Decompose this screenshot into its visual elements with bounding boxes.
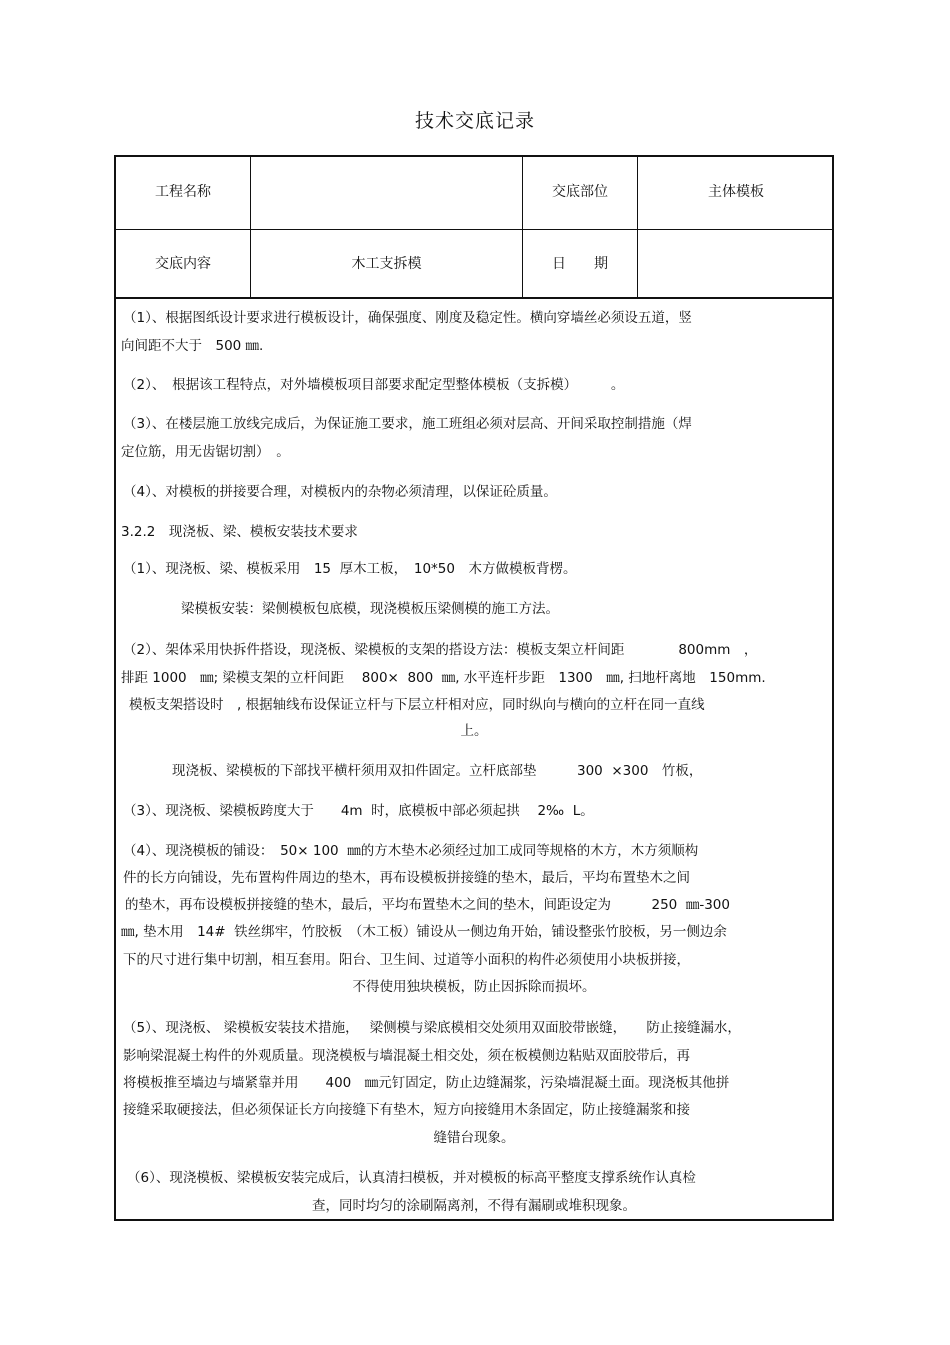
- body-line: （5）、现浇板、 梁模板安装技术措施， 梁侧模与梁底模相交处须用双面胶带嵌缝， 防止接缝漏水，: [123, 1020, 741, 1036]
- body-line: （2）、 根据该工程特点，对外墙模板项目部要求配定型整体模板（支拆模） 。: [123, 377, 625, 393]
- position-value: 主体模板: [708, 184, 764, 200]
- body-line: 梁模板安装：梁侧模板包底模，现浇模板压梁侧模的施工方法。: [181, 601, 559, 617]
- body-line: （3）、在楼层施工放线完成后，为保证施工要求，施工班组必须对层高、开间采取控制措施（焊: [123, 416, 692, 432]
- body-line: ㎜, 垫木用 14# 铁丝绑牢，竹胶板 （木工板）铺设从一侧边角开始，铺设整张竹胶板，另一侧边余: [121, 924, 727, 940]
- page-title: 技术交底记录: [414, 110, 535, 132]
- project-name-label: 工程名称: [155, 184, 211, 200]
- body-line: （1）、根据图纸设计要求进行模板设计，确保强度、刚度及稳定性。横向穿墙丝必须设五道，竖: [123, 310, 692, 326]
- disclosure-table: [114, 155, 834, 1221]
- body-line: 查，同时均匀的涂刷隔离剂，不得有漏刷或堆积现象。: [312, 1198, 636, 1214]
- content-label: 交底内容: [155, 256, 211, 272]
- position-label: 交底部位: [552, 184, 608, 200]
- body-line: 的垫木，再布设模板拼接缝的垫木，最后，平均布置垫木之间的垫木，间距设定为 250 ㎜-300: [125, 897, 730, 913]
- column-divider: [522, 157, 523, 298]
- body-line: 现浇板、梁模板的下部找平横杆须用双扣件固定。立杆底部垫 300 ×300 竹板，: [172, 763, 703, 779]
- content-value: 木工支拆模: [351, 256, 422, 272]
- body-line: 将模板推至墙边与墙紧靠并用 400 ㎜元钉固定，防止边缝漏浆，污染墙混凝土面。现浇板其他拼: [123, 1075, 730, 1091]
- column-divider: [637, 157, 638, 298]
- body-line: （1）、现浇板、梁、模板采用 15 厚木工板， 10*50 木方做模板背楞。: [123, 561, 577, 577]
- body-line: 定位筋，用无齿锯切割） 。: [121, 444, 290, 460]
- date-label: 日 期: [552, 256, 608, 272]
- body-line: 接缝采取硬接法，但必须保证长方向接缝下有垫木，短方向接缝用木条固定，防止接缝漏浆和接: [123, 1102, 690, 1118]
- column-divider: [250, 157, 251, 298]
- body-line: 向间距不大于 500 ㎜.: [121, 338, 264, 354]
- body-line: （4）、对模板的拼接要合理，对模板内的杂物必须清理，以保证砼质量。: [123, 484, 557, 500]
- row-divider: [116, 229, 832, 230]
- body-line: 件的长方向铺设，先布置构件周边的垫木，再布设模板拼接缝的垫木，最后，平均布置垫木之间: [123, 870, 690, 886]
- body-line: 影响梁混凝土构件的外观质量。现浇模板与墙混凝土相交处，须在板模侧边粘贴双面胶带后，再: [123, 1048, 690, 1064]
- body-line: 不得使用独块模板，防止因拆除而损坏。: [352, 979, 596, 995]
- body-line: 上。: [460, 723, 488, 739]
- body-line: （3）、现浇板、梁模板跨度大于 4m 时，底模板中部必须起拱 2‰ L。: [123, 803, 594, 819]
- body-line: 模板支架搭设时 , 根据轴线布设保证立杆与下层立杆相对应，同时纵向与横向的立杆在同一直线: [129, 697, 705, 713]
- body-line: 缝错台现象。: [433, 1130, 515, 1146]
- row-divider: [116, 297, 832, 299]
- body-line: 3.2.2 现浇板、梁、模板安装技术要求: [121, 524, 358, 540]
- body-line: 下的尺寸进行集中切割，相互套用。阳台、卫生间、过道等小面积的构件必须使用小块板拼接，: [123, 952, 690, 968]
- body-line: 排距 1000 ㎜; 梁模支架的立杆间距 800× 800 ㎜, 水平连杆步距 1300 ㎜, 扫地杆离地 150mm.: [121, 670, 766, 686]
- body-line: （4）、现浇模板的铺设： 50× 100 ㎜的方木垫木必须经过加工成同等规格的木方，木方须顺构: [123, 843, 699, 859]
- body-line: （6）、现浇模板、梁模板安装完成后，认真清扫模板，并对模板的标高平整度支撑系统作认真检: [127, 1170, 696, 1186]
- body-line: （2）、架体采用快拆件搭设，现浇板、梁模板的支架的搭设方法：模板支架立杆间距 800mm ，: [123, 642, 758, 658]
